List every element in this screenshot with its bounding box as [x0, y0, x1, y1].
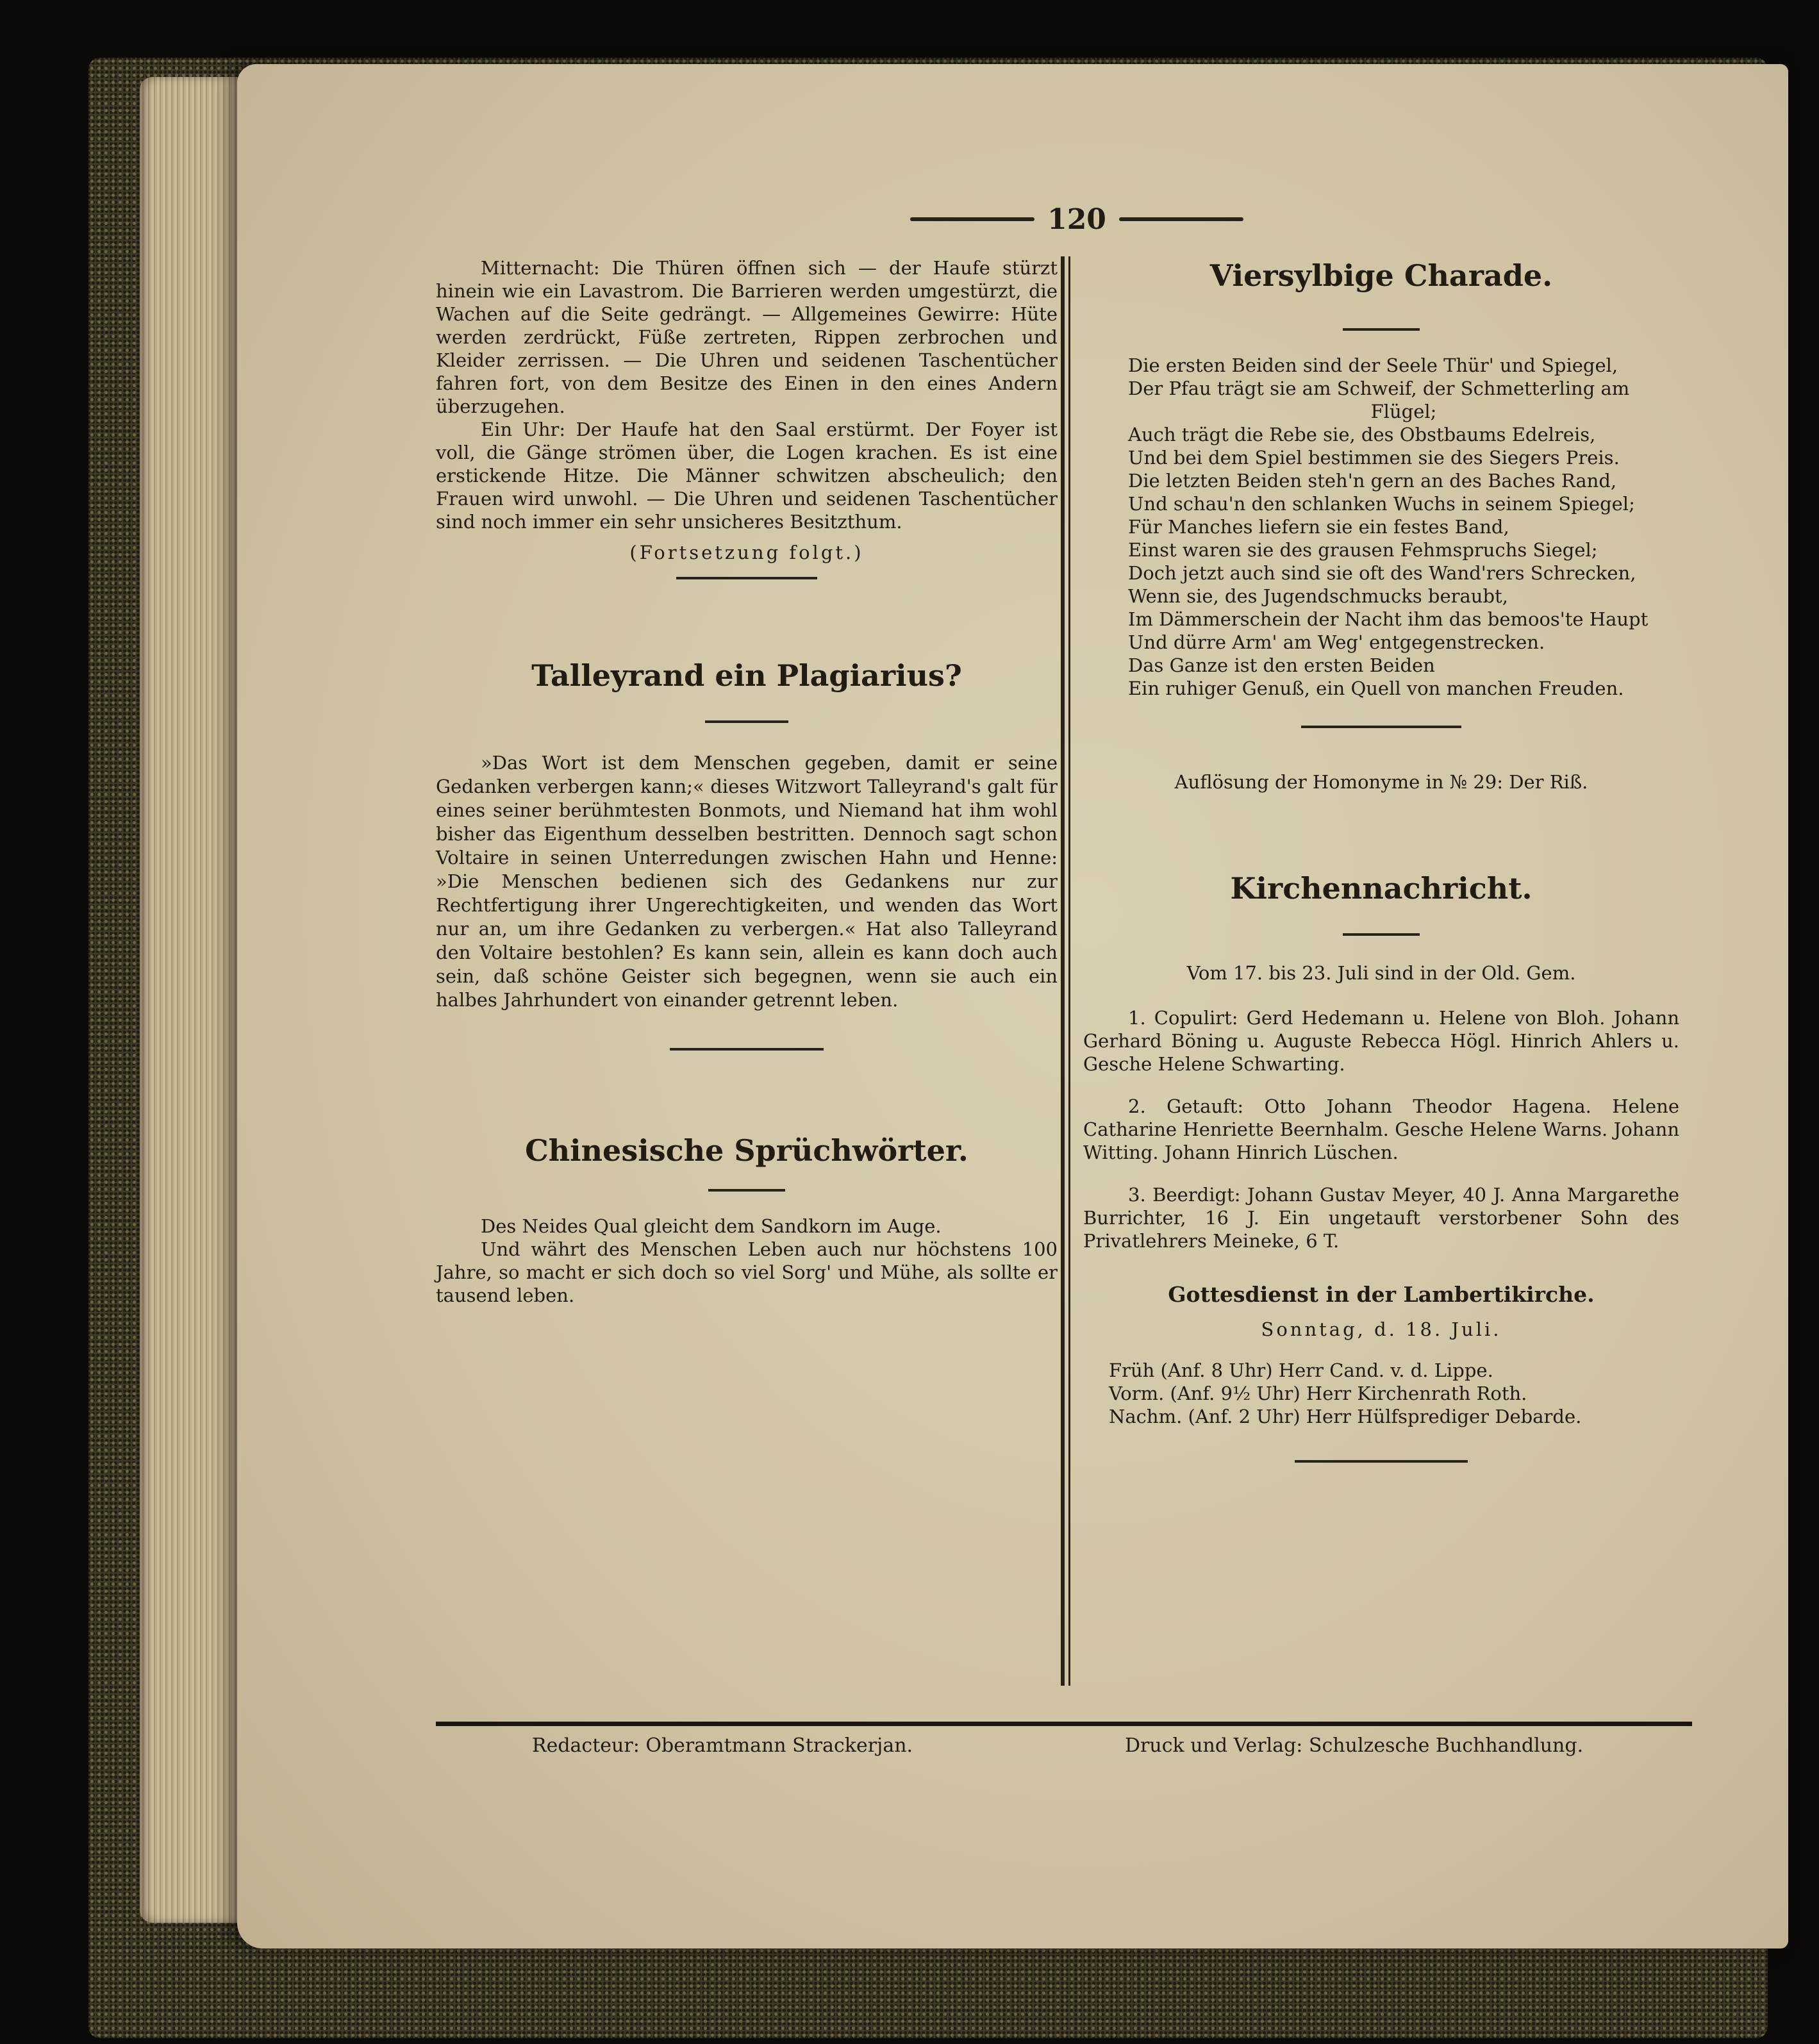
section-rule	[676, 577, 817, 579]
column-divider-thin	[1068, 256, 1070, 1686]
poem-line: Im Dämmerschein der Nacht ihm das bemoos'te Haupt	[1128, 608, 1649, 630]
section-rule	[670, 1048, 824, 1051]
continuation-note: (Fortsetzung folgt.)	[629, 542, 864, 563]
poem-line: Das Ganze ist den ersten Beiden	[1128, 654, 1435, 676]
header-rule-left	[910, 217, 1034, 221]
title-rule	[1343, 933, 1420, 936]
title-rule	[1343, 328, 1420, 331]
publisher-credit: Druck und Verlag: Schulzesche Buchhandlung.	[1125, 1734, 1584, 1757]
poem-line: Der Pfau trägt sie am Schweif, der Schmetterling am	[1128, 378, 1630, 399]
homonym-solution: Auflösung der Homonyme in № 29: Der Riß.	[1174, 771, 1588, 793]
editor-credit: Redacteur: Oberamtmann Strackerjan.	[532, 1734, 913, 1757]
serial-paragraph-midnight: Mitternacht: Die Thüren öffnen sich — der Haufe stürzt hinein wie ein Lavastrom. Die Barrieren werden umgestürzt, die Wachen auf die Seite gedrängt. — Allgemeines Gewirre: Hüte werden zerdrückt, Füße zertreten, Rippen zerbrochen und Kleider zerrissen. — Die Uhren und seidenen Taschentücher fahren fort, von dem Besitze des Einen in den eines Andern überzugehen.	[436, 257, 1058, 417]
left-column	[436, 256, 1058, 1307]
talleyrand-text: »Das Wort ist dem Menschen gegeben, damit er seine Gedanken verbergen kann;« dieses Witzwort Talleyrand's galt für eines seiner berühmtesten Bonmots, und Niemand hat ihm wohl bisher das Eigenthum desselben bestritten. Dennoch sagt schon Voltaire in seinen Unterredungen zwischen Hahn und Henne: »Die Menschen bedienen sich des Gedankens nur zur Rechtfertigung ihrer Ungerechtigkeiten, und wenden das Wort nur an, um ihre Gedanken zu verbergen.« Hat also Talleyrand den Voltaire bestohlen? Es kann sein, allein es kann doch auch sein, daß schöne Geister sich begegnen, wenn sie auch ein halbes Jahrhundert von einander getrennt leben.	[436, 752, 1058, 1011]
service-time-afternoon: Nachm. (Anf. 2 Uhr) Herr Hülfsprediger Debarde.	[1109, 1406, 1582, 1427]
poem-line: Und schau'n den schlanken Wuchs in seinem Spiegel;	[1128, 493, 1635, 515]
poem-line: Die letzten Beiden steh'n gern an des Baches Rand,	[1128, 470, 1617, 492]
church-entry-buried: 3. Beerdigt: Johann Gustav Meyer, 40 J. Anna Margarethe Burrichter, 16 J. Ein ungetauft verstorbener Sohn des Privatlehrers Meineke, 6 T.	[1083, 1184, 1679, 1252]
poem-line: Wenn sie, des Jugendschmucks beraubt,	[1128, 585, 1508, 607]
service-title: Gottesdienst in der Lambertikirche.	[1168, 1282, 1595, 1307]
title-rule	[705, 720, 788, 723]
poem-line: Und dürre Arm' am Weg' entgegenstrecken.	[1128, 631, 1545, 653]
talleyrand-title: Talleyrand ein Plagiarius?	[531, 658, 962, 693]
page-number: 120	[1047, 203, 1106, 236]
poem-line: Ein ruhiger Genuß, ein Quell von manchen Freuden.	[1128, 677, 1624, 699]
proverb-2: Und währt des Menschen Leben auch nur höchstens 100 Jahre, so macht er sich doch so viel Sorg' und Mühe, als sollte er tausend leben.	[436, 1238, 1058, 1306]
poem-line: Einst waren sie des grausen Fehmspruchs Siegel;	[1128, 539, 1598, 561]
header-rule-right	[1119, 217, 1243, 221]
poem-line: Für Manches liefern sie ein festes Band,	[1128, 516, 1509, 538]
proverbs-title: Chinesische Sprüchwörter.	[525, 1133, 968, 1168]
proverb-1: Des Neides Qual gleicht dem Sandkorn im Auge.	[481, 1215, 942, 1237]
service-time-early: Früh (Anf. 8 Uhr) Herr Cand. v. d. Lippe.	[1109, 1359, 1493, 1381]
poem-line: Die ersten Beiden sind der Seele Thür' und Spiegel,	[1128, 354, 1618, 376]
church-entry-baptised: 2. Getauft: Otto Johann Theodor Hagena. Helene Catharine Henriette Beernhalm. Gesche Helene Warns. Johann Witting. Johann Hinrich Lüschen.	[1083, 1095, 1679, 1163]
charade-title: Viersylbige Charade.	[1209, 258, 1553, 293]
poem-line: Doch jetzt auch sind sie oft des Wand'rers Schrecken,	[1128, 562, 1636, 584]
church-news-period: Vom 17. bis 23. Juli sind in der Old. Gem.	[1186, 962, 1576, 984]
section-rule	[1295, 1460, 1468, 1463]
service-times	[1083, 1359, 1679, 1428]
section-rule	[1301, 726, 1461, 728]
poem-line: Auch trägt die Rebe sie, des Obstbaums Edelreis,	[1128, 424, 1596, 445]
church-entry-married: 1. Copulirt: Gerd Hedemann u. Helene von Bloh. Johann Gerhard Böning u. Auguste Rebecca Högl. Hinrich Ahlers u. Gesche Helene Schwarting.	[1083, 1007, 1679, 1075]
serial-paragraph-one-oclock: Ein Uhr: Der Haufe hat den Saal erstürmt. Der Foyer ist voll, die Gänge strömen über, die Logen krachen. Es ist eine erstickende Hitze. Die Männer schwitzen abscheulich; den Frauen wird unwohl. — Die Uhren und seidenen Taschentücher sind noch immer ein sehr unsicheres Besitzthum.	[436, 419, 1058, 533]
church-news-title: Kirchennachricht.	[1230, 871, 1532, 906]
poem-line: Flügel;	[1370, 401, 1437, 422]
charade-poem	[1083, 354, 1679, 700]
right-column	[1083, 256, 1679, 1463]
poem-line: Und bei dem Spiel bestimmen sie des Siegers Preis.	[1128, 447, 1620, 469]
title-rule	[708, 1189, 785, 1192]
column-divider	[1061, 256, 1065, 1686]
footer-rule	[436, 1722, 1692, 1726]
page-header	[910, 200, 1243, 238]
service-date: Sonntag, d. 18. Juli.	[1261, 1318, 1502, 1340]
service-time-morning: Vorm. (Anf. 9½ Uhr) Herr Kirchenrath Roth.	[1109, 1383, 1527, 1404]
